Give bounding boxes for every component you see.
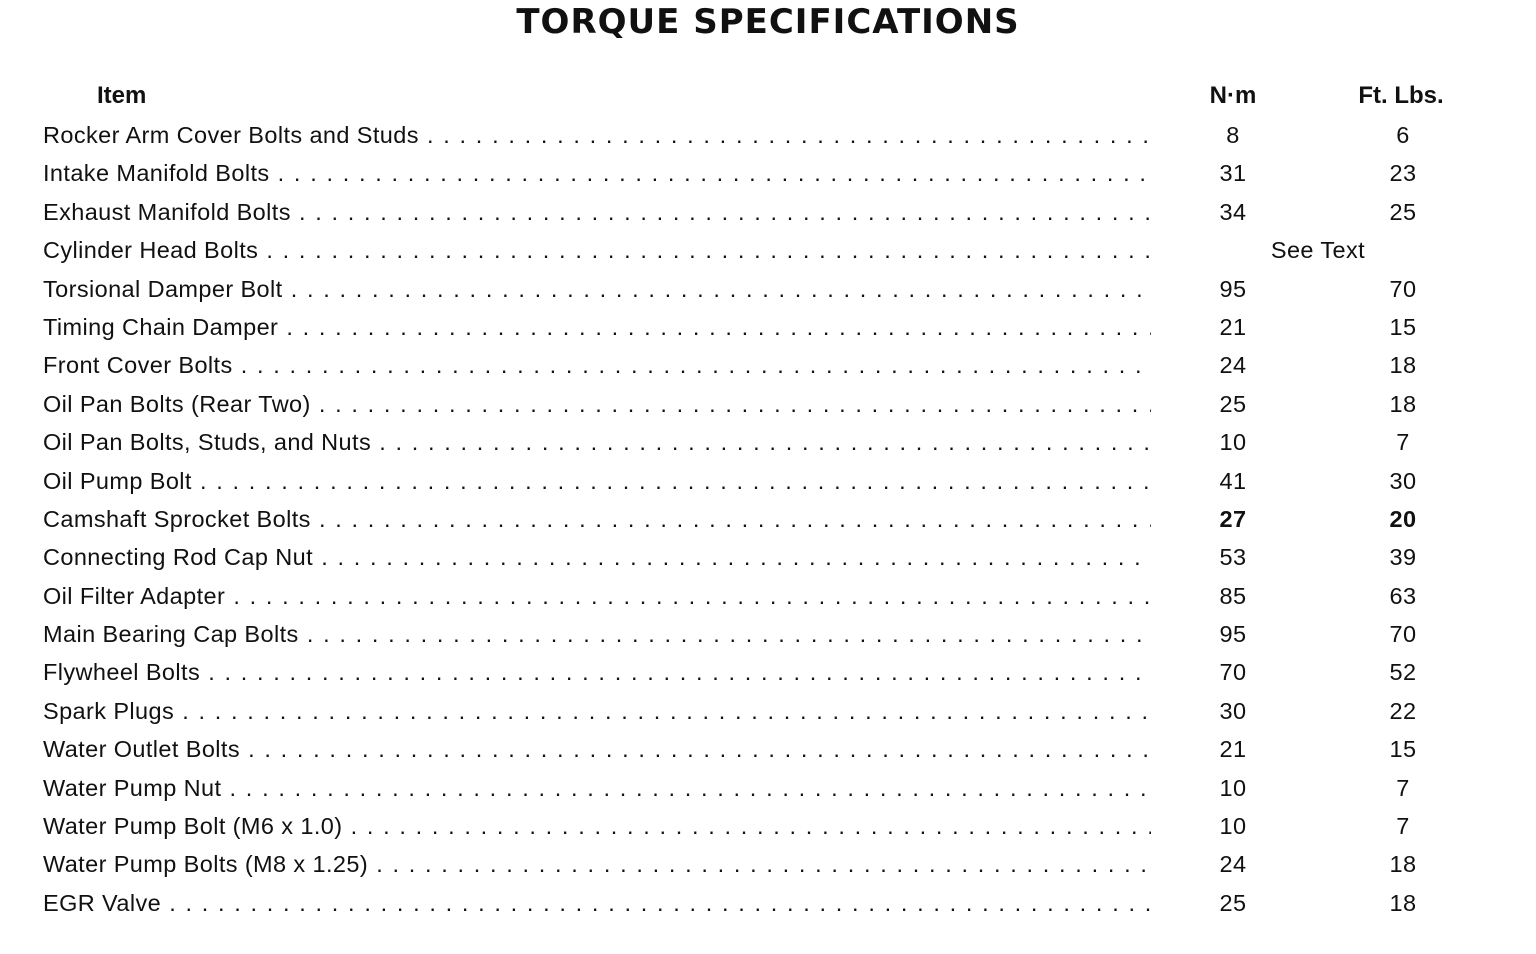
nm-value: 24 [1219,851,1247,878]
table-row [0,309,1536,347]
nm-value: 53 [1219,544,1247,571]
item-label: Water Outlet Bolts . . . [43,734,1151,764]
ft-lbs-value: 20 [1389,505,1417,532]
nm-value: 10 [1219,813,1247,840]
table-row [0,846,1536,884]
table-row [0,770,1536,808]
table-row [0,117,1536,155]
item-label: Cylinder Head Bolts . . . [43,235,1151,265]
table-row [0,616,1536,654]
nm-value: 70 [1219,659,1247,686]
nm-value: 10 [1219,774,1247,801]
ft-lbs-value: 7 [1396,429,1410,456]
nm-value: 30 [1219,697,1247,724]
nm-value: 21 [1219,736,1247,763]
ft-lbs-value: 70 [1389,275,1417,302]
ft-lbs-value: 18 [1389,390,1417,417]
column-header-item: Item [97,82,147,109]
table-row [0,808,1536,846]
nm-value: 31 [1219,160,1247,187]
table-row [0,347,1536,385]
item-label: Oil Filter Adapter . . . [43,581,1151,611]
see-text-note: See Text [1270,237,1366,264]
item-label: Torsional Damper Bolt . . . [43,274,1151,304]
nm-value: 25 [1219,390,1247,417]
ft-lbs-value: 7 [1396,774,1410,801]
table-row [0,386,1536,424]
column-header-ft-lbs: Ft. Lbs. [1358,82,1444,109]
item-label: Rocker Arm Cover Bolts and Studs . . . [43,120,1151,150]
item-label: Exhaust Manifold Bolts . . . [43,197,1151,227]
column-header-nm: N·m [1209,82,1257,109]
item-label: Connecting Rod Cap Nut . . . [43,542,1151,572]
item-label: Water Pump Bolt (M6 x 1.0) . . . [43,811,1151,841]
ft-lbs-value: 22 [1389,697,1417,724]
table-row [0,539,1536,577]
nm-value: 24 [1219,352,1247,379]
ft-lbs-value: 70 [1389,621,1417,648]
nm-value: 85 [1219,582,1247,609]
nm-value: 41 [1219,467,1247,494]
table-row [0,232,1536,270]
item-label: Flywheel Bolts . . . [43,657,1151,687]
item-label: Water Pump Bolts (M8 x 1.25) . . . [43,849,1151,879]
item-label: Timing Chain Damper . . . [43,312,1151,342]
item-label: Oil Pan Bolts, Studs, and Nuts . . . [43,427,1151,457]
ft-lbs-value: 15 [1389,736,1417,763]
page-title: TORQUE SPECIFICATIONS [516,2,1020,42]
item-label: Intake Manifold Bolts . . . [43,158,1151,188]
table-row [0,731,1536,769]
nm-value: 27 [1219,505,1247,532]
ft-lbs-value: 6 [1396,122,1410,148]
ft-lbs-value: 18 [1389,851,1417,878]
nm-value: 8 [1226,122,1240,148]
ft-lbs-value: 30 [1389,467,1417,494]
table-row [0,501,1536,539]
table-row [0,424,1536,462]
ft-lbs-value: 18 [1389,352,1417,379]
item-label: Water Pump Nut . . . [43,773,1151,803]
nm-value: 25 [1219,889,1247,916]
table-row [0,654,1536,692]
table-row [0,885,1536,923]
nm-value: 21 [1219,313,1247,340]
table-row [0,463,1536,501]
table-row [0,155,1536,193]
ft-lbs-value: 18 [1389,889,1417,916]
item-label: EGR Valve . . . [43,888,1151,918]
ft-lbs-value: 7 [1396,813,1410,840]
nm-value: 10 [1219,429,1247,456]
item-label: Front Cover Bolts . . . [43,350,1151,380]
table-row [0,578,1536,616]
nm-value: 95 [1219,621,1247,648]
ft-lbs-value: 63 [1389,582,1417,609]
table-row [0,693,1536,731]
ft-lbs-value: 39 [1389,544,1417,571]
nm-value: 34 [1219,198,1247,225]
item-label: Oil Pan Bolts (Rear Two) . . . [43,389,1151,419]
item-label: Spark Plugs . . . [43,696,1151,726]
ft-lbs-value: 23 [1389,160,1417,187]
item-label: Main Bearing Cap Bolts . . . [43,619,1151,649]
ft-lbs-value: 52 [1389,659,1417,686]
ft-lbs-value: 25 [1389,198,1417,225]
nm-value: 95 [1219,275,1247,302]
table-row [0,194,1536,232]
table-row [0,271,1536,309]
ft-lbs-value: 15 [1389,313,1417,340]
item-label: Camshaft Sprocket Bolts . . . [43,504,1151,534]
torque-spec-table [0,117,1536,923]
item-label: Oil Pump Bolt . . . [43,466,1151,496]
